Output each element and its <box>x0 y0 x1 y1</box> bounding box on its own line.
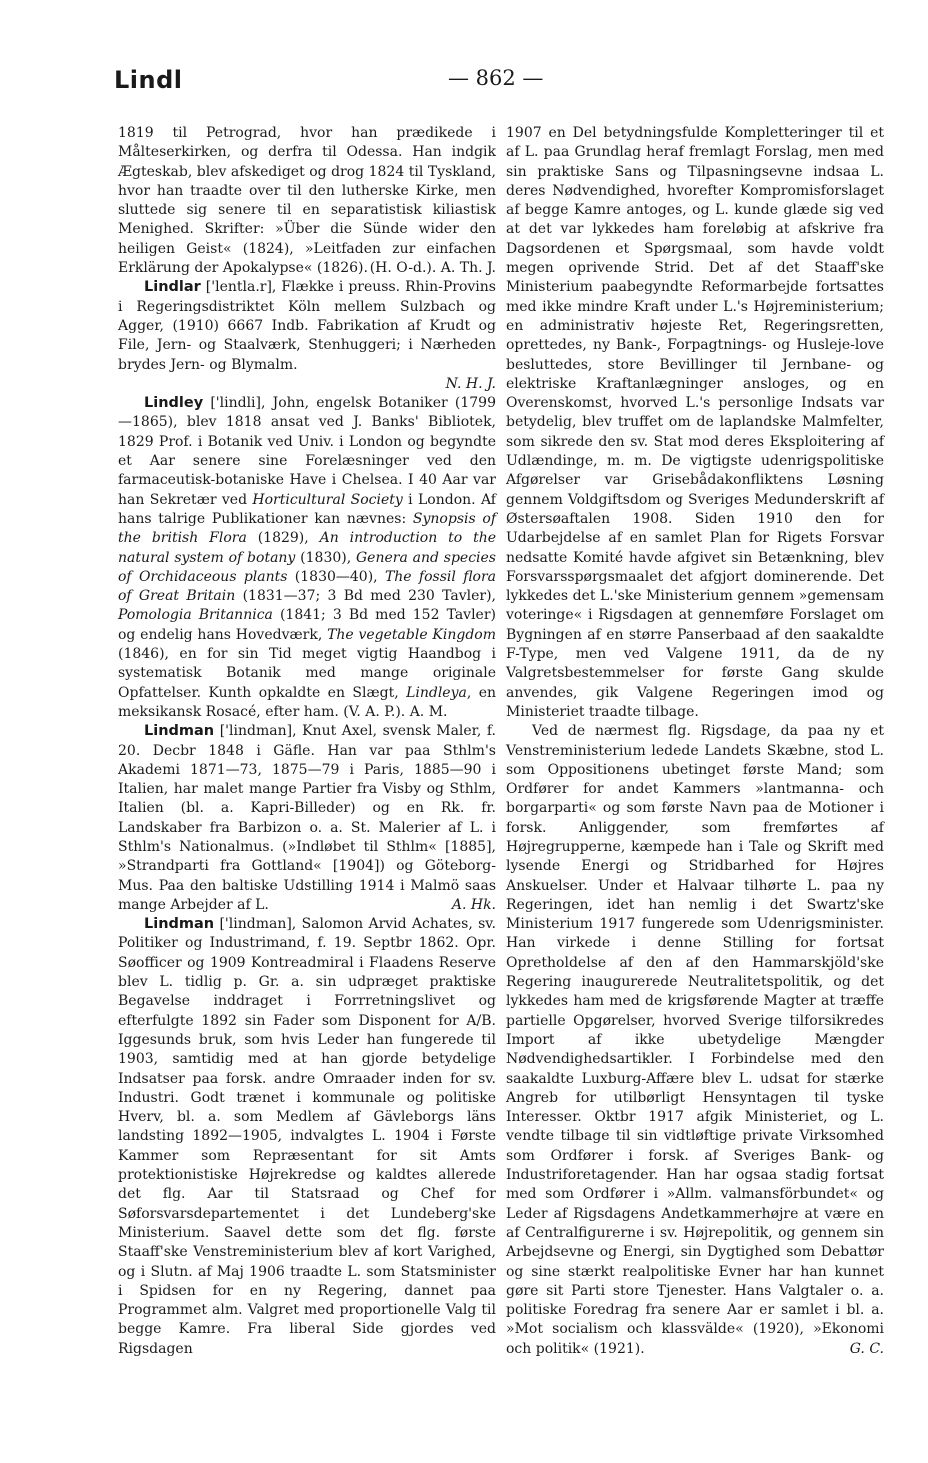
entry-continuation <box>118 124 496 278</box>
entry-signature: (H. O-d.). A. Th. J. <box>369 260 496 277</box>
entry-paragraph <box>506 722 884 1359</box>
entry-text: (1846), en for sin Tid meget vigtig Haandbog i systematisk Botanik med mange originale Opfattelser. Kunth opkaldte en Slægt, <box>118 646 496 701</box>
lemma: Lindman <box>144 723 215 740</box>
entry-text: ['lindman], Salomon Arvid Achates, sv. Politiker og Industrimand, f. 19. Septbr 1862. Opr. Søofficer og 1909 Kontreadmiral i Flaadens Reserve blev L. tidlig p. Gr. a. sin udpræget praktiske Begavelse inddraget i Forrretningslivet og efterfulgte 1892 sin Fader som Disponent for A/B. Iggesunds bruk, som hvis Leder han fungerede til 1903, samtidig med at han gjorde betydelige Indsatser paa forsk. andre Omraader inden for sv. Industri. Godt trænet i kommunale og politiske Hverv, bl. a. som Medlem af Gävleborgs läns landsting 1892—1905, indvalgtes L. 1904 i Første Kammer som Repræsentant for sit Amts protektionistiske Højrekredse og kaldtes allerede det flg. Aar til Statsraad og Chef for Søforsvarsdepartementet i det Lundeberg'ske Ministerium. Saavel dette som det flg. første Staaff'ske Venstreministerium blev af kort Varighed, og i Slutn. af Maj 1906 traadte L. som Statsminister i Spidsen for en ny Regering, dannet paa Programmet alm. Valgret med proportionelle Valg til begge Kamre. Fra liberal Side gjordes ved Rigsdagen <box>118 916 496 1357</box>
title-italic: Lindleya <box>406 684 467 701</box>
running-head-word: Lindl <box>114 66 183 94</box>
lemma: Lindley <box>144 395 204 412</box>
title-italic: The vegetable Kingdom <box>327 626 496 643</box>
entry-text: i London. Af hans talrige Publikationer kan nævnes: <box>118 491 496 527</box>
entry-text: ['lentla.r], Flække i preuss. Rhin-Provins i Regeringsdistriktet Köln mellem Sulzbach og Agger, (1910) 6667 Indb. Fabrikation af Krudt og File, Jern- og Staalværk, Stenhuggeri; i Nærheden brydes Jern- og Blymalm. <box>118 279 496 373</box>
entry-text: (1841; 3 Bd med 152 Tavler) og endelig hans Hovedværk, <box>118 607 496 643</box>
title-italic: An introduction to the natural system of botany <box>118 530 496 566</box>
entry-lindlar <box>118 278 496 394</box>
right-column <box>506 124 884 1357</box>
entry-text: ['lindman], Knut Axel, svensk Maler, f. 20. Decbr 1848 i Gäfle. Han var paa Sthlm's Akademi 1871—73, 1875—79 i Paris, 1885—90 i Italien, har malet mange Partier fra Visby og Sthlm, Italien (bl. a. Kapri-Billeder) og en Rk. fr. Landskaber fra Barbizon o. a. St. Malerier af L. i Sthlm's Nationalmus. (»Indløbet til Sthlm« [1885], »Strandparti fra Gottland« [1904]) og Göteborg-Mus. Paa den baltiske Udstilling 1914 i Malmö saas mange Arbejder af L. <box>118 723 496 913</box>
entry-text: 1907 en Del betydningsfulde Kompletteringer til et af L. paa Grundlag heraf fremlagt Forslag, men med sin praktiske Sans og Tilpasningsevne indsaa L. deres Nødvendighed, hvorefter Kompromisforslaget af begge Kamre antoges, og L. kunde glæde sig ved at det var lykkedes ham foreløbig at afskrive fra Dagsordenen et Spørgsmaal, som havde voldt megen oprivende Strid. Det af det Staaff'ske Ministerium paabegyndte Reformarbejde fortsattes med ikke mindre Kraft under L.'s Højreministerium; en administrativ højeste Ret, Regeringsretten, oprettedes, ny Bank-, Forpagtnings- og Husleje-love besluttedes, store Bevillinger til Jernbane- og elektriske Kraftanlægninger ansloges, og en Overenskomst, hvorved L.'s personlige Indsats var betydelig, blev truffet om de laplandske Malmfelter, som sikrede den sv. Stat mod deres Eksploitering af Udlændinge, m. m. De vigtigste udenrigspolitiske Afgørelser var Grisebådakonfliktens Løsning gennem Voldgiftsdom og Sveriges Medunderskrift af Østersøaftalen 1908. Siden 1910 den for Udarbejdelse af en samlet Plan for Rigets Forsvar nedsatte Komité havde afgivet sin Betænkning, blev Forsvarsspørgsmaalet det afgjort dominerende. Det lykkedes det L.'ske Ministerium gennem »gemensam voteringe« i Rigsdagen at gennemføre Forslaget om Bygningen af en større Panserbaad af den saakaldte F-Type, men ved Valgene 1911, da de ny Valgretsbestemmelser for første Gang skulde anvendes, gik Valgene Regeringen imod og Ministeriet traadte tilbage. <box>506 125 884 720</box>
entry-lindman-knut <box>118 722 496 915</box>
title-italic: Genera and species of Orchidaceous plants <box>118 549 496 585</box>
left-column <box>118 124 497 1357</box>
entry-text: (1830), <box>295 549 356 566</box>
title-italic: The fossil flora of Great Britain <box>118 568 496 605</box>
title-italic: Pomologia Britannica <box>118 607 273 624</box>
entry-signature: G. C. <box>849 1340 884 1357</box>
entry-text: (1830—40), <box>287 568 385 585</box>
entry-lindman-salomon <box>118 915 496 1359</box>
entry-continuation <box>506 124 884 722</box>
entry-text: Ved de nærmest flg. Rigsdage, da paa ny et Venstreministerium ledede Landets Skæbne, stod L. som Oppositionens ubetinget første Mand; som Ordfører for andet Kammers »lantmanna- och borgarparti« og som første Navn paa de Motioner i forsk. Anliggender, som fremførtes af Højregrupperne, kæmpede han i Tale og Skrift med lysende Energi og Stridbarhed for Højres Anskuelser. Under et Halvaar tilhørte L. paa ny Regeringen, idet han nemlig i det Swartz'ske Ministerium 1917 fungerede som Udenrigsminister. Han virkede i denne Stilling for fortsat Opretholdelse af den af den Hammarskjöld'ske Regering inaugurerede Neutralitetspolitik, og det lykkedes ham med de krigsførende Magter at træffe partielle Opgørelser, hvorved Sverige tilforsikredes Import af ikke ubetydelige Mængder Nødvendighedsartikler. I Forbindelse med den saakaldte Luxburg-Affære blev L. udsat for stærke Angreb for utilbørligt Hensyntagen til tyske Interesser. Oktbr 1917 afgik Ministeriet, og L. vendte tilbage til sin vidtløftige private Virksomhed som Ordfører i forsk. af Sveriges Bank- og Industriforetagender. Han har ogsaa stadig fortsat med som Ordfører i »Allm. valmansförbundet« og Leder af Rigsdagens Andetkammerhøjre at være en af Centralfigurerne i sv. Højrepolitik, og gennem sin Arbejdsevne og Energi, sin Dygtighed som Debattør og sine stærkt realpolitiske Evner har han kunnet gøre sit Parti store Tjenester. Hans Valgtaler o. a. politiske Foredrag fra senere Aar er samlet i bl. a. »Mot socialism och klassvälde« (1920), »Ekonomi och politik« (1921). <box>506 723 884 1357</box>
entry-lindley <box>118 394 496 722</box>
entry-text: (1831—37; 3 Bd med 230 Tavler), <box>235 588 496 605</box>
lemma: Lindman <box>144 916 215 933</box>
entry-text: , en meksikansk Rosacé, efter ham. (V. A. P.). A. M. <box>118 684 497 720</box>
entry-text: 1819 til Petrograd, hvor han prædikede i Målteserkirken, og derfra til Odessa. Han indgik Ægteskab, blev afskediget og drog 1824 til Tyskland, hvor han traadte over til den lutherske Kirke, men sluttede sig senere til en separatistisk kiliastisk Menighed. Skrifter: »Über die Sünde wider den heiligen Geist« (1824), »Leitfaden zur einfachen Erklärung der Apokalypse« (1826). <box>118 125 496 277</box>
entry-signature: N. H. J. <box>445 375 496 392</box>
lemma: Lindlar <box>144 279 201 296</box>
title-italic: Horticultural Society <box>252 491 403 508</box>
page-number: — 862 — <box>448 66 544 90</box>
page-header <box>114 66 870 106</box>
entry-signature: A. Hk. <box>451 896 496 913</box>
entry-text: ['lindli], John, engelsk Botaniker (1799—1865), blev 1818 ansat ved J. Banks' Bibliotek, 1829 Prof. i Botanik ved Univ. i London og begyndte et Aar senere sine Forelæsninger ved den farmaceutisk-botaniske Have i Chelsea. I 40 Aar var han Sekretær ved <box>118 395 496 508</box>
title-italic: Synopsis of the british Flora <box>118 510 496 547</box>
entry-text: (1829), <box>246 530 320 547</box>
